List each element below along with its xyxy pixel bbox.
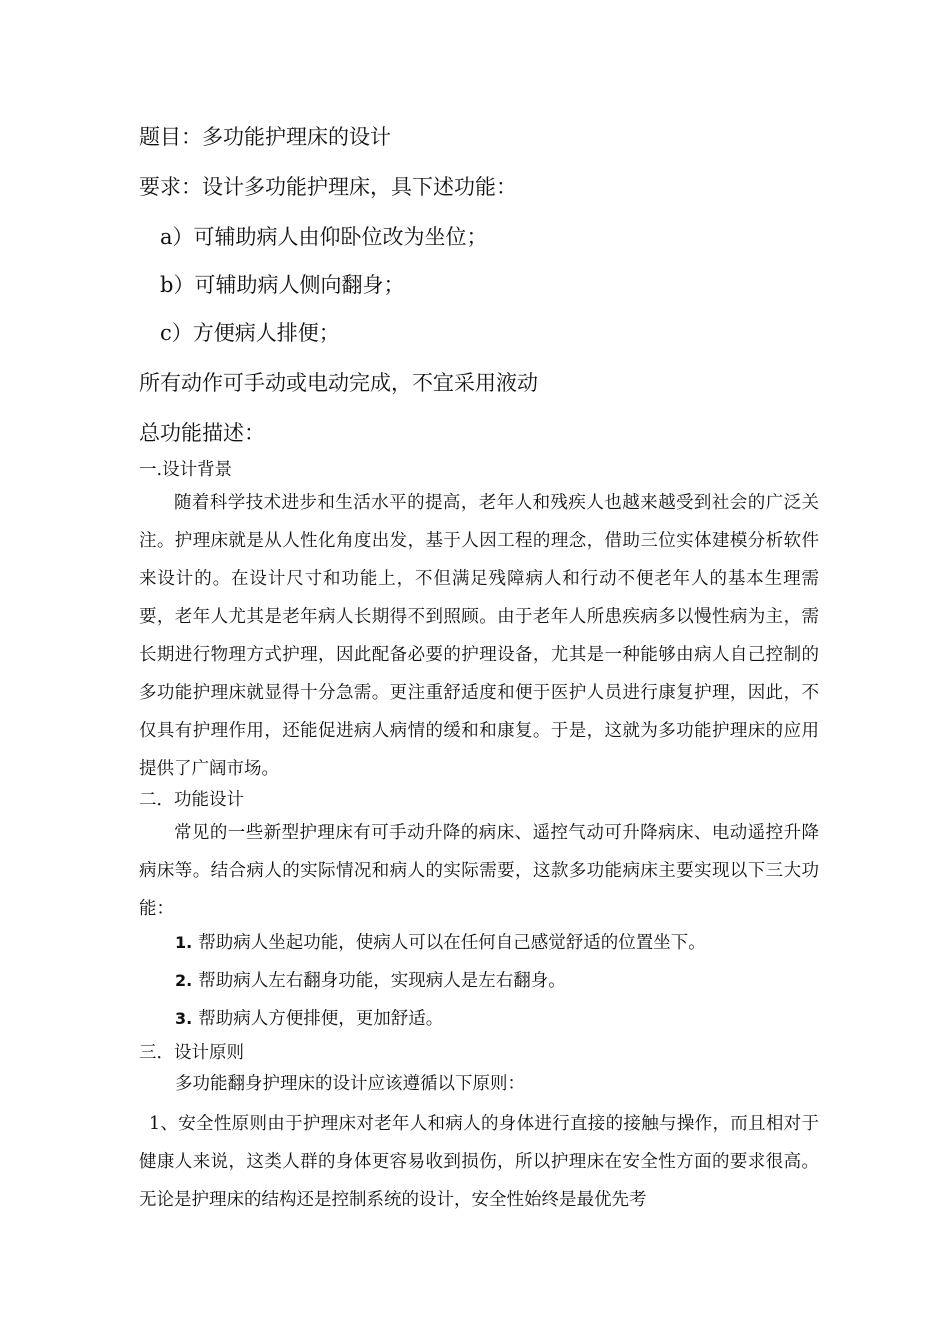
overview-heading: 总功能描述： [139,421,265,445]
function-item-b: b）可辅助病人侧向翻身； [160,273,405,297]
list-item [175,1011,443,1029]
list-item-text: 帮助病人方便排便，更加舒适。 [198,1009,444,1029]
requirement-line: 要求：设计多功能护理床，具下述功能： [139,175,517,199]
section-heading-design-principles: 三．设计原则 [139,1043,244,1063]
list-item-number: 1. [175,933,193,952]
section-heading-background: 一.设计背景 [139,460,233,480]
principle-paragraph: 1、安全性原则由于护理床对老年人和病人的身体进行直接的接触与操作，而且相对于健康人来说，这类人群的身体更容易收到损伤，所以护理床在安全性方面的要求很高。无论是护理床的结构还是控制系统的设计，安全性始终是最优先考 [139,1114,819,1210]
principles-intro: 多功能翻身护理床的设计应该遵循以下原则： [175,1074,525,1094]
function-item-c: c）方便病人排便； [160,321,340,345]
function-item-a: a）可辅助病人由仰卧位改为坐位； [160,225,488,249]
document-title: 题目：多功能护理床的设计 [139,125,391,149]
list-item-number: 3. [175,1009,193,1028]
function-design-paragraph: 常见的一些新型护理床有可手动升降的病床、遥控气动可升降病床、电动遥控升降病床等。结合病人的实际情况和病人的实际需要，这款多功能病床主要实现以下三大功能： [139,823,819,919]
list-item [175,973,566,991]
background-paragraph: 随着科学技术进步和生活水平的提高，老年人和残疾人也越来越受到社会的广泛关注。护理床就是从人性化角度出发，基于人因工程的理念，借助三位实体建模分析软件来设计的。在设计尺寸和功能上，不但满足残障病人和行动不便老年人的基本生理需要，老年人尤其是老年病人长期得不到照顾。由于老年人所患疾病多以慢性病为主，需长期进行物理方式护理，因此配备必要的护理设备，尤其是一种能够由病人自己控制的多功能护理床就显得十分急需。更注重舒适度和便于医护人员进行康复护理，因此，不仅具有护理作用，还能促进病人病情的缓和和康复。于是，这就为多功能护理床的应用提供了广阔市场。 [139,493,819,779]
list-item-text: 帮助病人坐起功能，使病人可以在任何自己感觉舒适的位置坐下。 [198,933,706,953]
section-heading-function-design: 二．功能设计 [139,790,244,810]
list-item-number: 2. [175,971,193,990]
constraint-line: 所有动作可手动或电动完成，不宜采用液动 [139,371,538,395]
list-item [175,935,706,953]
list-item-text: 帮助病人左右翻身功能，实现病人是左右翻身。 [198,971,566,991]
